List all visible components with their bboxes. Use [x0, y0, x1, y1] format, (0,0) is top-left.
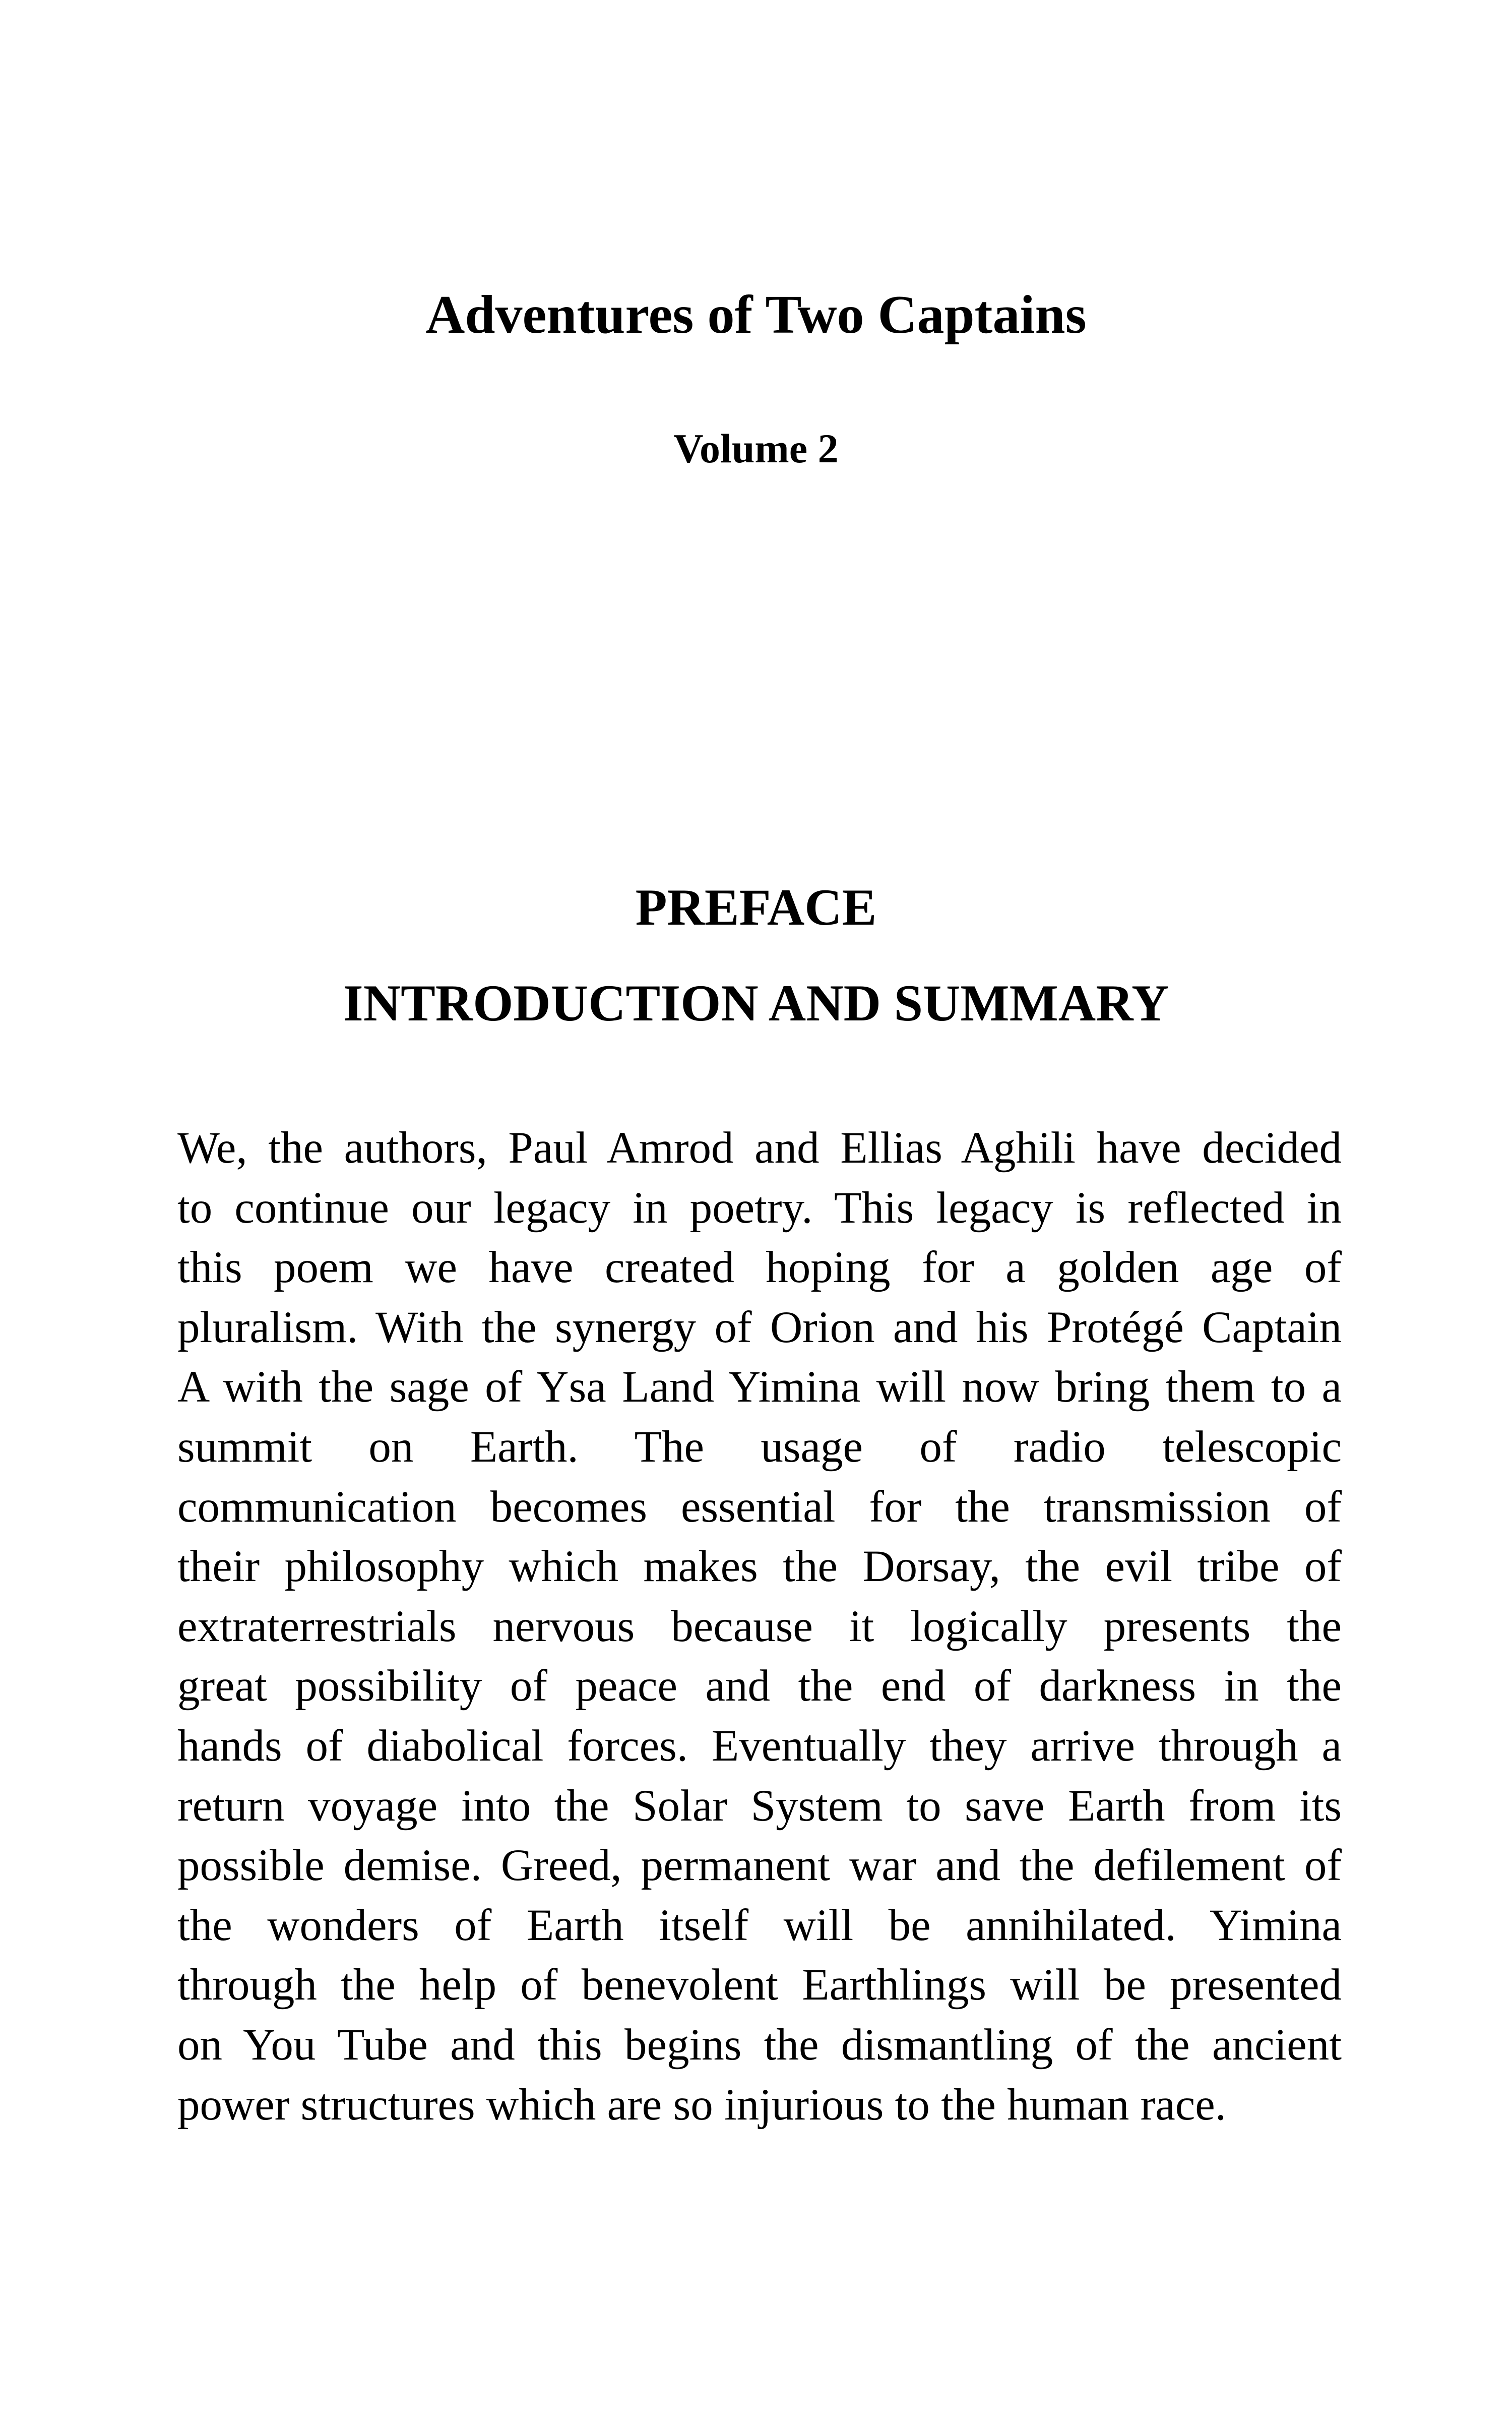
paragraph-line: this poem we have created hoping for a golden age of: [177, 1243, 1342, 1293]
paragraph-line: pluralism. With the synergy of Orion and his Protégé Captain: [177, 1302, 1342, 1352]
paragraph-line: hands of diabolical forces. Eventually they arrive through a: [177, 1721, 1342, 1771]
paragraph-line: on You Tube and this begins the dismantling of the ancient: [177, 2020, 1342, 2070]
paragraph-line: We, the authors, Paul Amrod and Ellias Aghili have decided: [177, 1123, 1342, 1173]
paragraph-line: power structures which are so injurious to the human race.: [177, 2080, 1226, 2130]
paragraph-line: the wonders of Earth itself will be annihilated. Yimina: [177, 1900, 1342, 1950]
paragraph-line: communication becomes essential for the transmission of: [177, 1482, 1342, 1532]
paragraph-line: to continue our legacy in poetry. This legacy is reflected in: [177, 1183, 1342, 1233]
paragraph-line: their philosophy which makes the Dorsay, the evil tribe of: [177, 1542, 1342, 1592]
paragraph-line: extraterrestrials nervous because it logically presents the: [177, 1601, 1342, 1651]
paragraph-line: great possibility of peace and the end of darkness in the: [177, 1661, 1342, 1711]
paragraph-line: return voyage into the Solar System to save Earth from its: [177, 1781, 1342, 1831]
volume-label: Volume 2: [673, 426, 839, 471]
paragraph-line: through the help of benevolent Earthlings will be presented: [177, 1960, 1342, 2010]
preface-heading: PREFACE: [635, 879, 877, 936]
book-title: Adventures of Two Captains: [425, 285, 1087, 345]
preface-paragraph: [177, 1118, 1342, 2135]
introduction-heading: INTRODUCTION AND SUMMARY: [343, 975, 1169, 1032]
paragraph-line: summit on Earth. The usage of radio telescopic: [177, 1422, 1342, 1472]
paragraph-line: possible demise. Greed, permanent war and the defilement of: [177, 1841, 1342, 1891]
paragraph-line: A with the sage of Ysa Land Yimina will now bring them to a: [177, 1362, 1342, 1412]
